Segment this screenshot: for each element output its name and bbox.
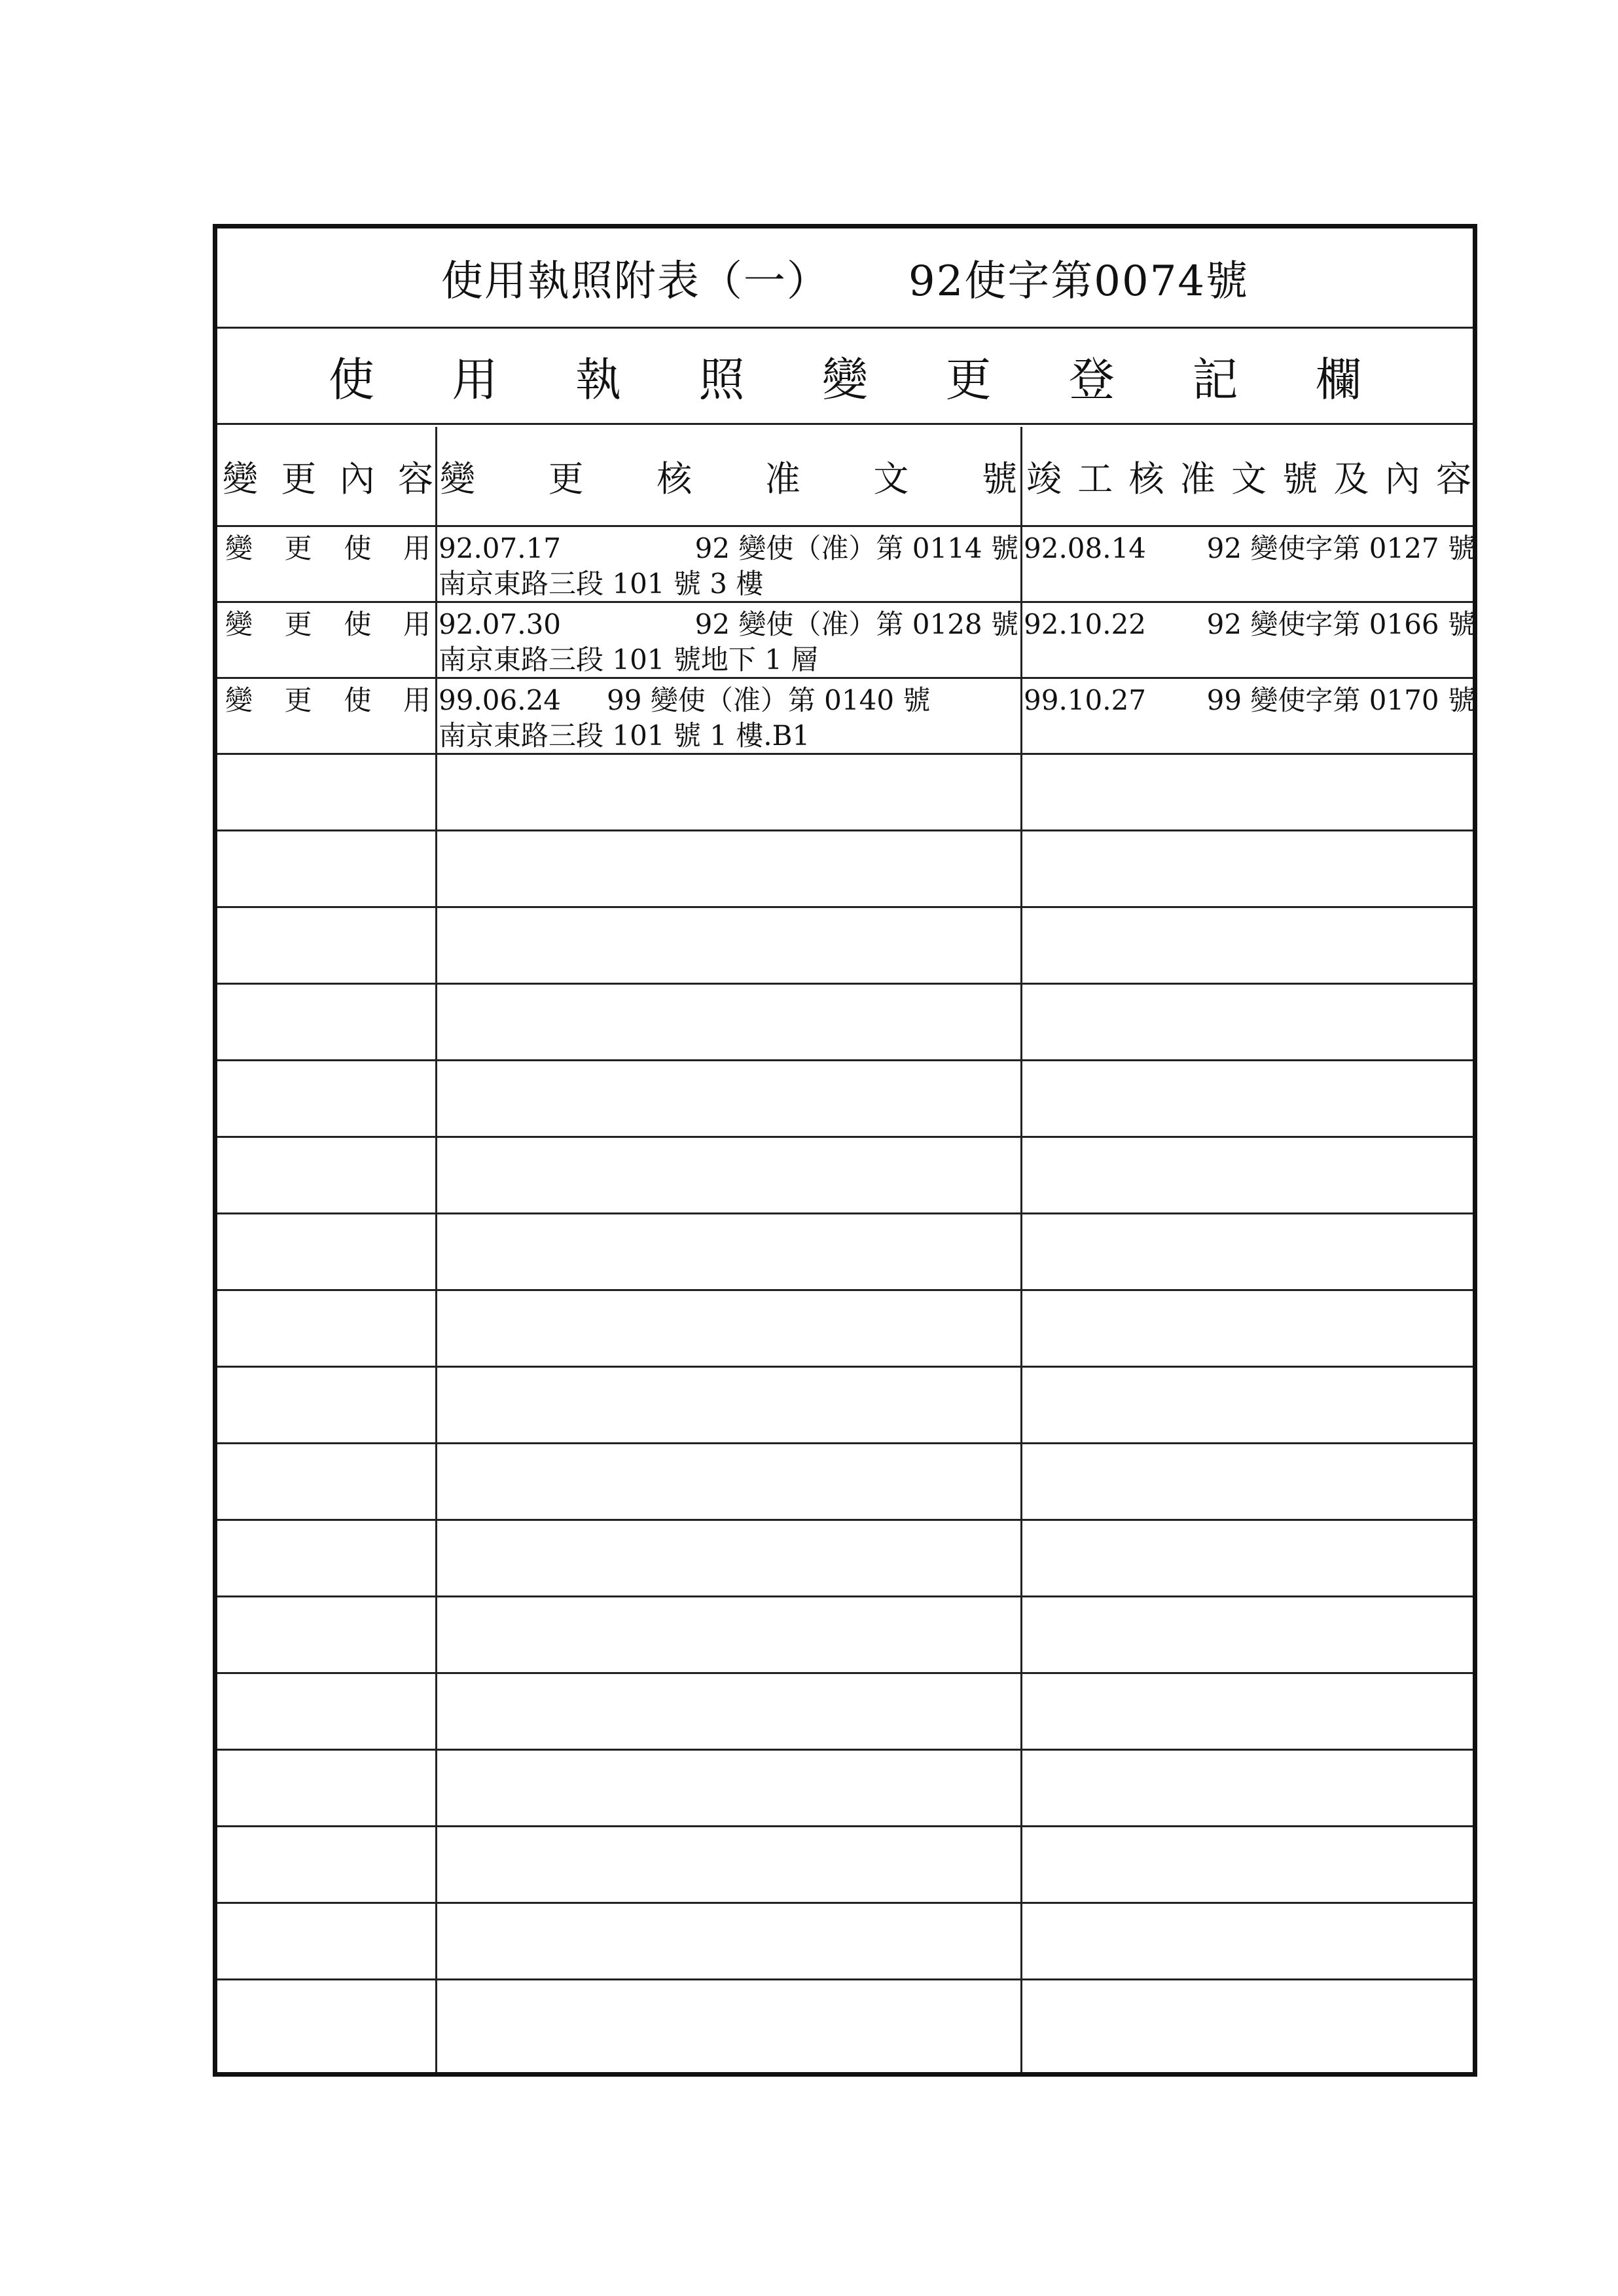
completion-cell [1024,531,1475,566]
header-char: 容 [1436,458,1471,500]
header-change-content [221,427,435,525]
type-char: 變 [225,684,253,716]
subtitle-char: 更 [945,352,992,407]
table-header-row [217,427,1473,527]
approval-date: 92.07.17 [439,532,562,564]
form-title: 使用執照附表（一） [440,257,830,306]
subtitle-char: 照 [698,352,745,407]
header-char: 號 [981,458,1017,500]
empty-row [217,1368,1473,1444]
completion-cell [1024,683,1475,718]
type-char: 使 [344,684,372,716]
header-char: 更 [281,458,317,500]
header-char: 更 [548,458,584,500]
type-char: 更 [284,532,312,564]
approval-number: 99 變使（准）第 0140 號 [607,684,931,716]
completion-number: 92 變使字第 0166 號 [1206,608,1475,640]
change-record-table [217,427,1473,2072]
approval-number: 92 變使（准）第 0128 號 [694,608,1018,640]
type-char: 變 [225,532,253,564]
empty-row [217,908,1473,985]
form-title-row [217,228,1473,329]
subtitle-char: 欄 [1316,352,1361,407]
form-subtitle [217,329,1473,425]
empty-row [217,1521,1473,1597]
approval-date: 92.07.30 [439,608,562,640]
usage-license-form [213,224,1477,2077]
approval-date: 99.06.24 [439,684,562,716]
subtitle-char: 登 [1069,352,1115,407]
header-char: 變 [440,458,475,500]
header-char: 文 [1231,458,1267,500]
subtitle-char: 用 [452,352,498,407]
table-row [217,527,1473,603]
type-char: 用 [403,684,431,716]
type-char: 更 [284,684,312,716]
subtitle-char: 執 [575,352,621,407]
completion-cell [1024,607,1475,642]
address: 南京東路三段 101 號 1 樓.B1 [439,720,810,752]
header-char: 內 [1384,458,1420,500]
approval-cell [439,683,1018,754]
type-char: 用 [403,532,431,564]
header-char: 准 [764,458,800,500]
header-char: 准 [1179,458,1215,500]
empty-row [217,1904,1473,1980]
change-type [223,607,433,642]
completion-date: 92.08.14 [1024,532,1147,564]
change-type [223,531,433,566]
approval-number: 92 變使（准）第 0114 號 [694,532,1018,564]
empty-row [217,831,1473,908]
approval-cell [439,531,1018,602]
empty-row [217,1061,1473,1138]
license-number: 92使字第0074號 [908,257,1249,306]
approval-cell [439,607,1018,678]
empty-row [217,1980,1473,2057]
header-char: 及 [1333,458,1369,500]
empty-row [217,1827,1473,1904]
empty-row [217,1597,1473,1674]
type-char: 使 [344,532,372,564]
completion-date: 92.10.22 [1024,608,1147,640]
type-char: 用 [403,608,431,640]
header-char: 號 [1282,458,1318,500]
header-completion-approval [1024,427,1475,525]
empty-row [217,1674,1473,1751]
address: 南京東路三段 101 號地下 1 層 [439,644,819,676]
header-char: 核 [656,458,692,500]
header-char: 文 [873,458,909,500]
empty-row [217,985,1473,1061]
subtitle-char: 使 [329,352,374,407]
header-char: 核 [1128,458,1164,500]
change-type [223,683,433,718]
completion-number: 99 變使字第 0170 號 [1206,684,1475,716]
type-char: 變 [225,608,253,640]
empty-row [217,1444,1473,1521]
address: 南京東路三段 101 號 3 樓 [439,568,764,600]
header-approval-number [439,427,1020,525]
empty-row [217,755,1473,831]
header-char: 內 [339,458,375,500]
header-char: 變 [223,458,258,500]
subtitle-char: 變 [822,352,868,407]
type-char: 更 [284,608,312,640]
empty-row [217,1291,1473,1368]
table-row [217,603,1473,679]
type-char: 使 [344,608,372,640]
header-char: 容 [397,458,433,500]
table-row [217,679,1473,755]
empty-row [217,1138,1473,1214]
header-char: 工 [1077,458,1113,500]
completion-number: 92 變使字第 0127 號 [1206,532,1475,564]
completion-date: 99.10.27 [1024,684,1147,716]
header-char: 竣 [1026,458,1062,500]
subtitle-char: 記 [1192,352,1238,407]
empty-row [217,1214,1473,1291]
empty-row [217,1751,1473,1827]
